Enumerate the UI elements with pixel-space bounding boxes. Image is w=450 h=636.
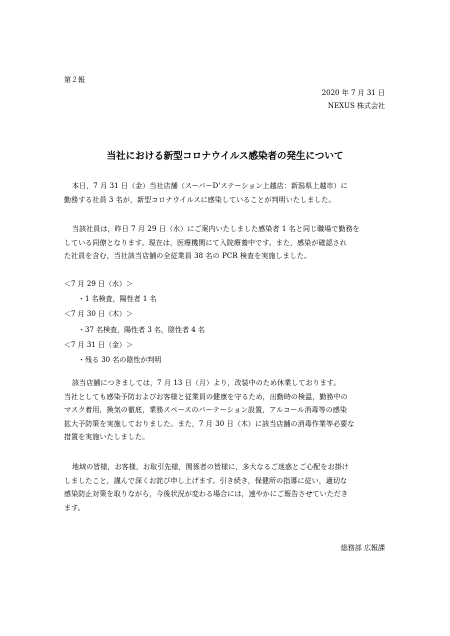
document-title: 当社における新型コロナウイルス感染者の発生について [106, 151, 344, 162]
test-schedule [64, 277, 205, 368]
schedule-date: ＜7 月 30 日（木）＞ [64, 310, 134, 319]
text-line: 拡大予防策を実施しておりました。また，7 月 30 日（木）に該当店舗の消毒作業等必要な [64, 419, 355, 428]
paragraph-apology [64, 461, 386, 515]
text-line: ます。 [64, 503, 85, 512]
schedule-detail: ・残る 30 名の陰性が判明 [78, 356, 162, 365]
issue-date: 2020 年 7 月 31 日 [321, 89, 385, 97]
schedule-detail: ・1 名検査，陽性者 1 名 [78, 295, 157, 304]
paragraph-details [64, 223, 386, 264]
text-line: している同僚となります。現在は，医療機関にて入院療養中です。また，感染が確認され [64, 238, 347, 247]
paragraph-store-measures [64, 377, 386, 445]
company-name: NEXUS 株式会社 [327, 102, 385, 110]
signature: 総務部 広報課 [340, 544, 385, 552]
text-line: しましたこと，謹んで深くお詫び申し上げます。引き続き，保健所の指導に従い，適切な [64, 476, 348, 485]
doc-number: 第２報 [64, 76, 85, 84]
schedule-date: ＜7 月 31 日（金）＞ [64, 340, 134, 349]
text-line: 地域の皆様，お客様，お取引先様，関係者の皆様に，多大なるご迷惑とご心配をお掛け [72, 463, 349, 471]
text-line: 該当店舗につきましては，7 月 13 日（月）より，改装中のため休業しております。 [72, 379, 341, 387]
text-line: マスク着用，換気の徹底，業務スペースのパーテーション設置，アルコール消毒等の感染 [64, 406, 347, 414]
text-line: 感染防止対策を取りながら，今後状況が変わる場合には，速やかにご報告させていただき [64, 490, 348, 498]
text-line: 当社としても感染予防およびお客様と従業員の健康を守るため，出勤時の検温，勤務中の [64, 392, 348, 401]
schedule-detail: ・37 名検査，陽性者 3 名，陰性者 4 名 [78, 325, 205, 334]
text-line: 措置を実施いたしました。 [64, 433, 150, 441]
text-line: 当該社員は，昨日 7 月 29 日（水）にご案内いたしました感染者 1 名と同じ職場で勤務を [72, 225, 360, 233]
paragraph-announcement [64, 180, 386, 207]
text-line: た社員を含む，当社該当店舗の全従業員 38 名の PCR 検査を実施しました。 [64, 252, 312, 260]
text-line: 勤務する社員 3 名が，新型コロナウイルスに感染していることが判明いたしました。 [64, 195, 336, 204]
text-line: 本日，7 月 31 日（金）当社店舗（スーパーD'ステーション上越店：新潟県上越市）に [72, 182, 348, 190]
schedule-date: ＜7 月 29 日（水）＞ [64, 280, 134, 288]
